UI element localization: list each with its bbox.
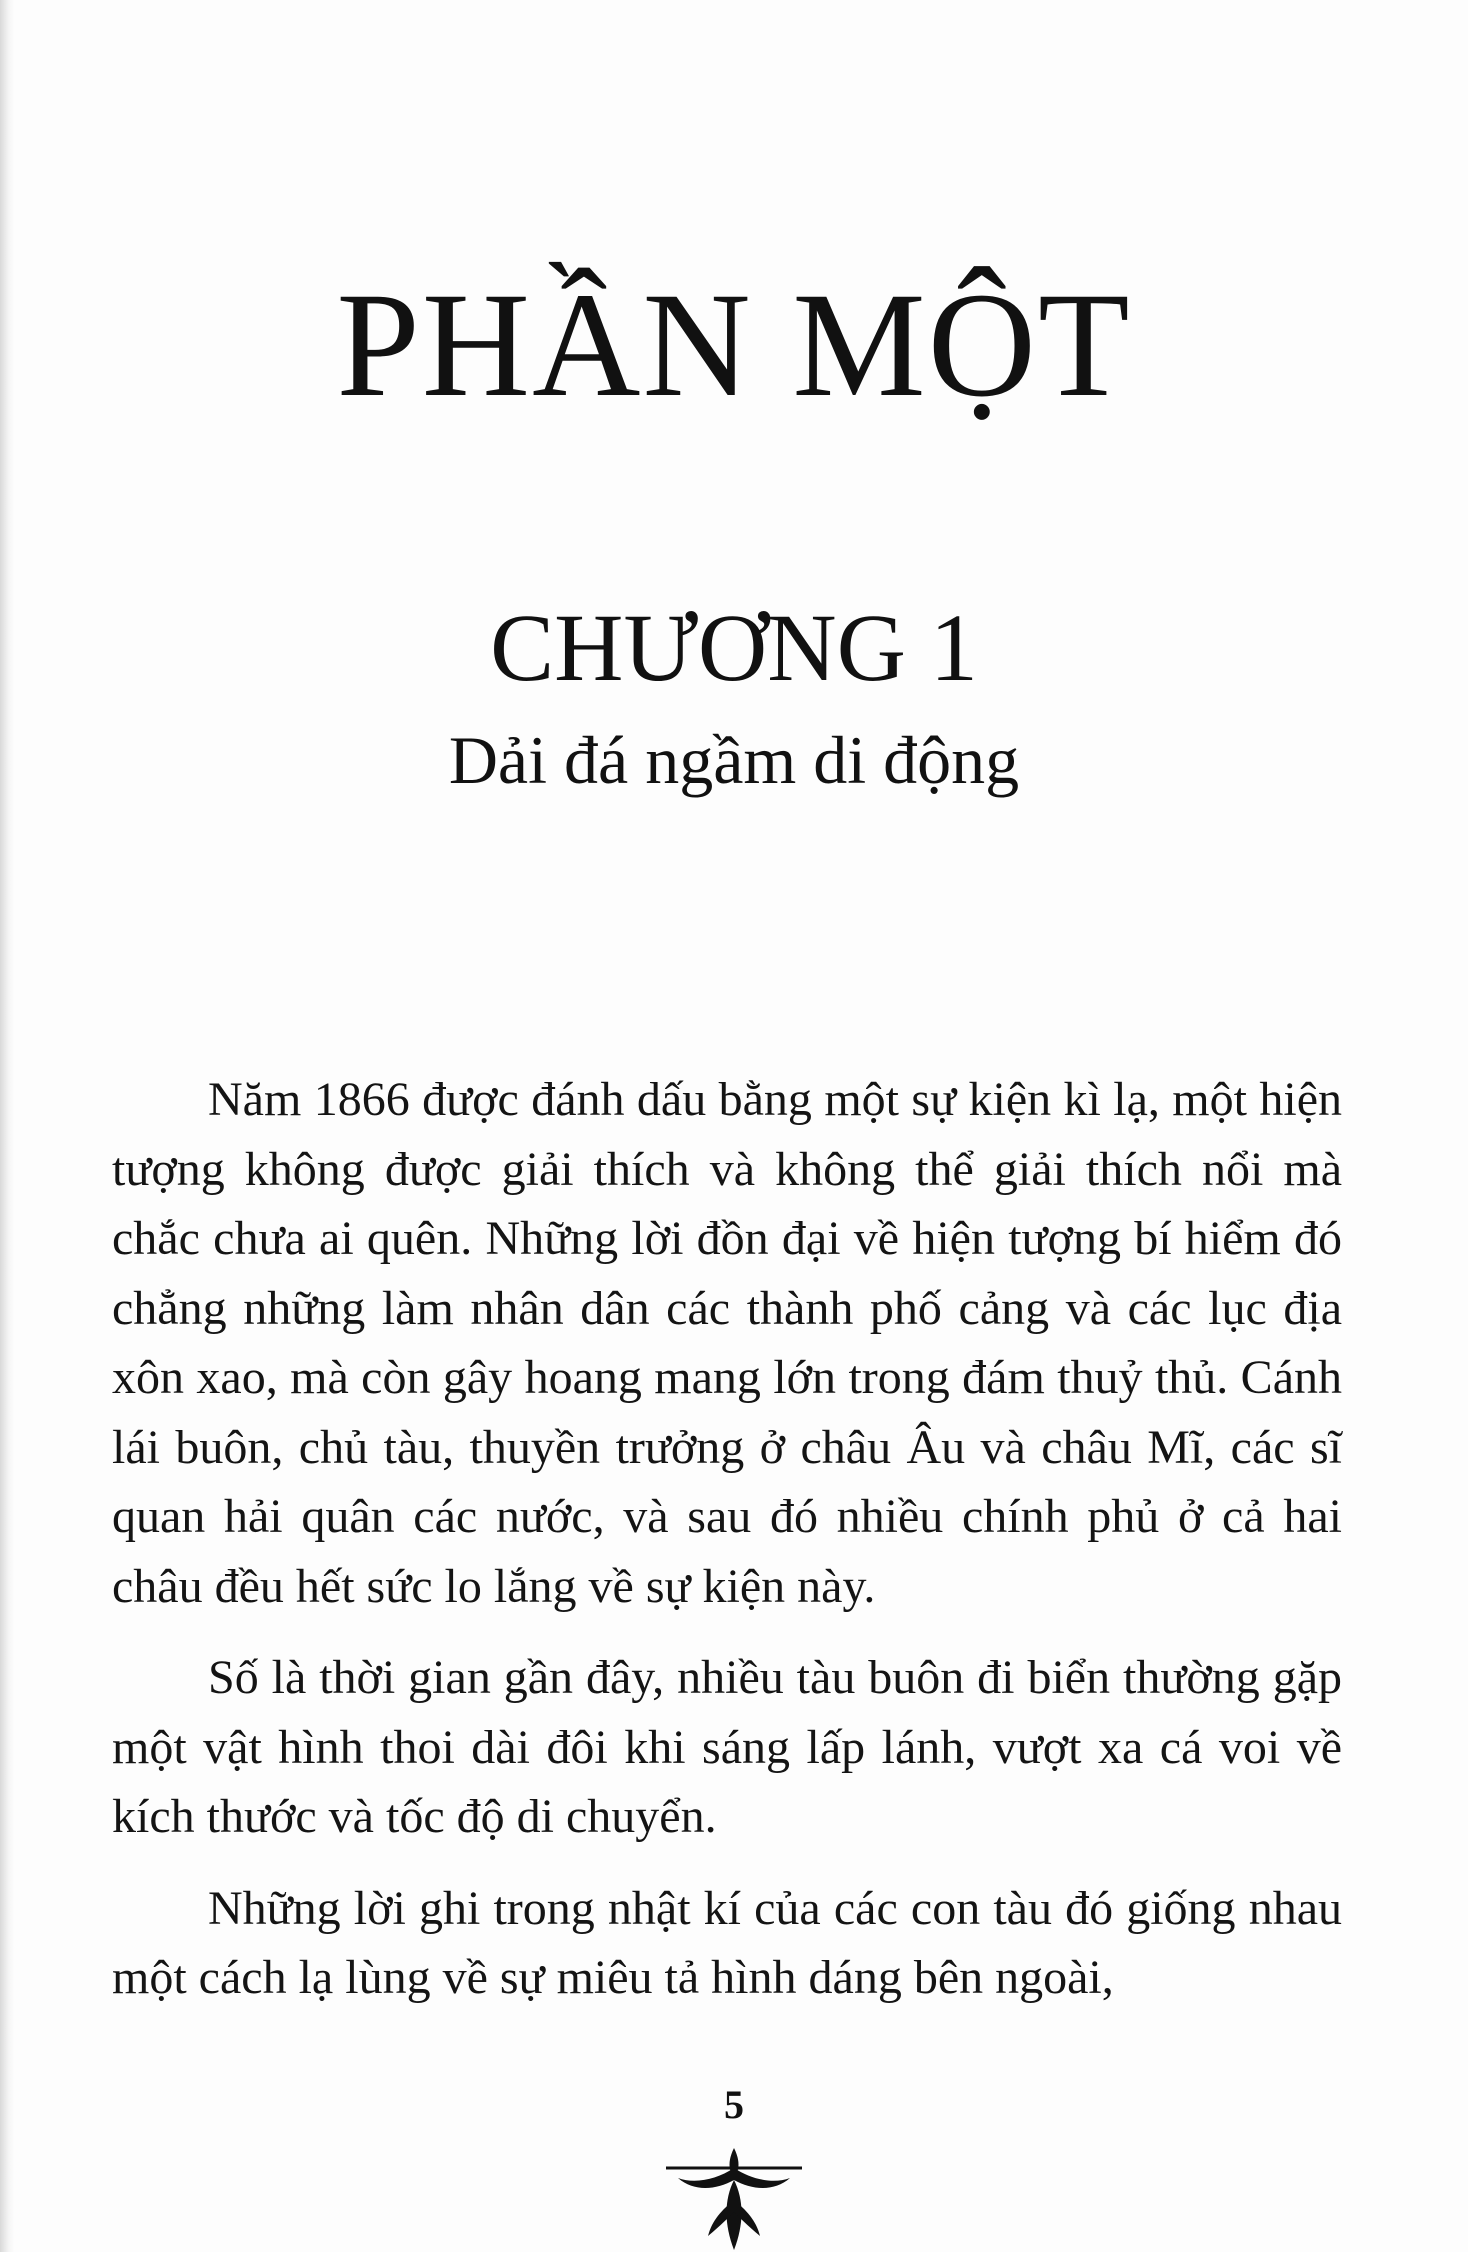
paragraph-2: Số là thời gian gần đây, nhiều tàu buôn đi biển thường gặp một vật hình thoi dài đôi khi sáng lấp lánh, vượt xa cá voi về kích thước và tốc độ di chuyển. <box>112 1651 1342 1843</box>
chapter-subtitle: Dải đá ngầm di động <box>448 722 1020 798</box>
part-title: PHẦN MỘT <box>336 262 1132 428</box>
body-text <box>112 1065 1342 2035</box>
paragraph-1: Năm 1866 được đánh dấu bằng một sự kiện kì lạ, một hiện tượng không được giải thích và không thể giải thích nổi mà chắc chưa ai quên. Những lời đồn đại về hiện tượng bí hiểm đó chẳng những làm nhân dân các thành phố cảng và các lục địa xôn xao, mà còn gây hoang mang lớn trong đám thuỷ thủ. Cánh lái buôn, chủ tàu, thuyền trưởng ở châu Âu và châu Mĩ, các sĩ quan hải quân các nước, và sau đó nhiều chính phủ ở cả hai châu đều hết sức lo lắng về sự kiện này. <box>112 1073 1342 1613</box>
paragraph-3: Những lời ghi trong nhật kí của các con tàu đó giống nhau một cách lạ lùng về sự miêu tả hình dáng bên ngoài, <box>112 1881 1342 2004</box>
page-number: 5 <box>724 2082 744 2127</box>
fleuron-ornament-icon <box>664 2140 804 2252</box>
chapter-label: CHƯƠNG 1 <box>490 594 978 701</box>
